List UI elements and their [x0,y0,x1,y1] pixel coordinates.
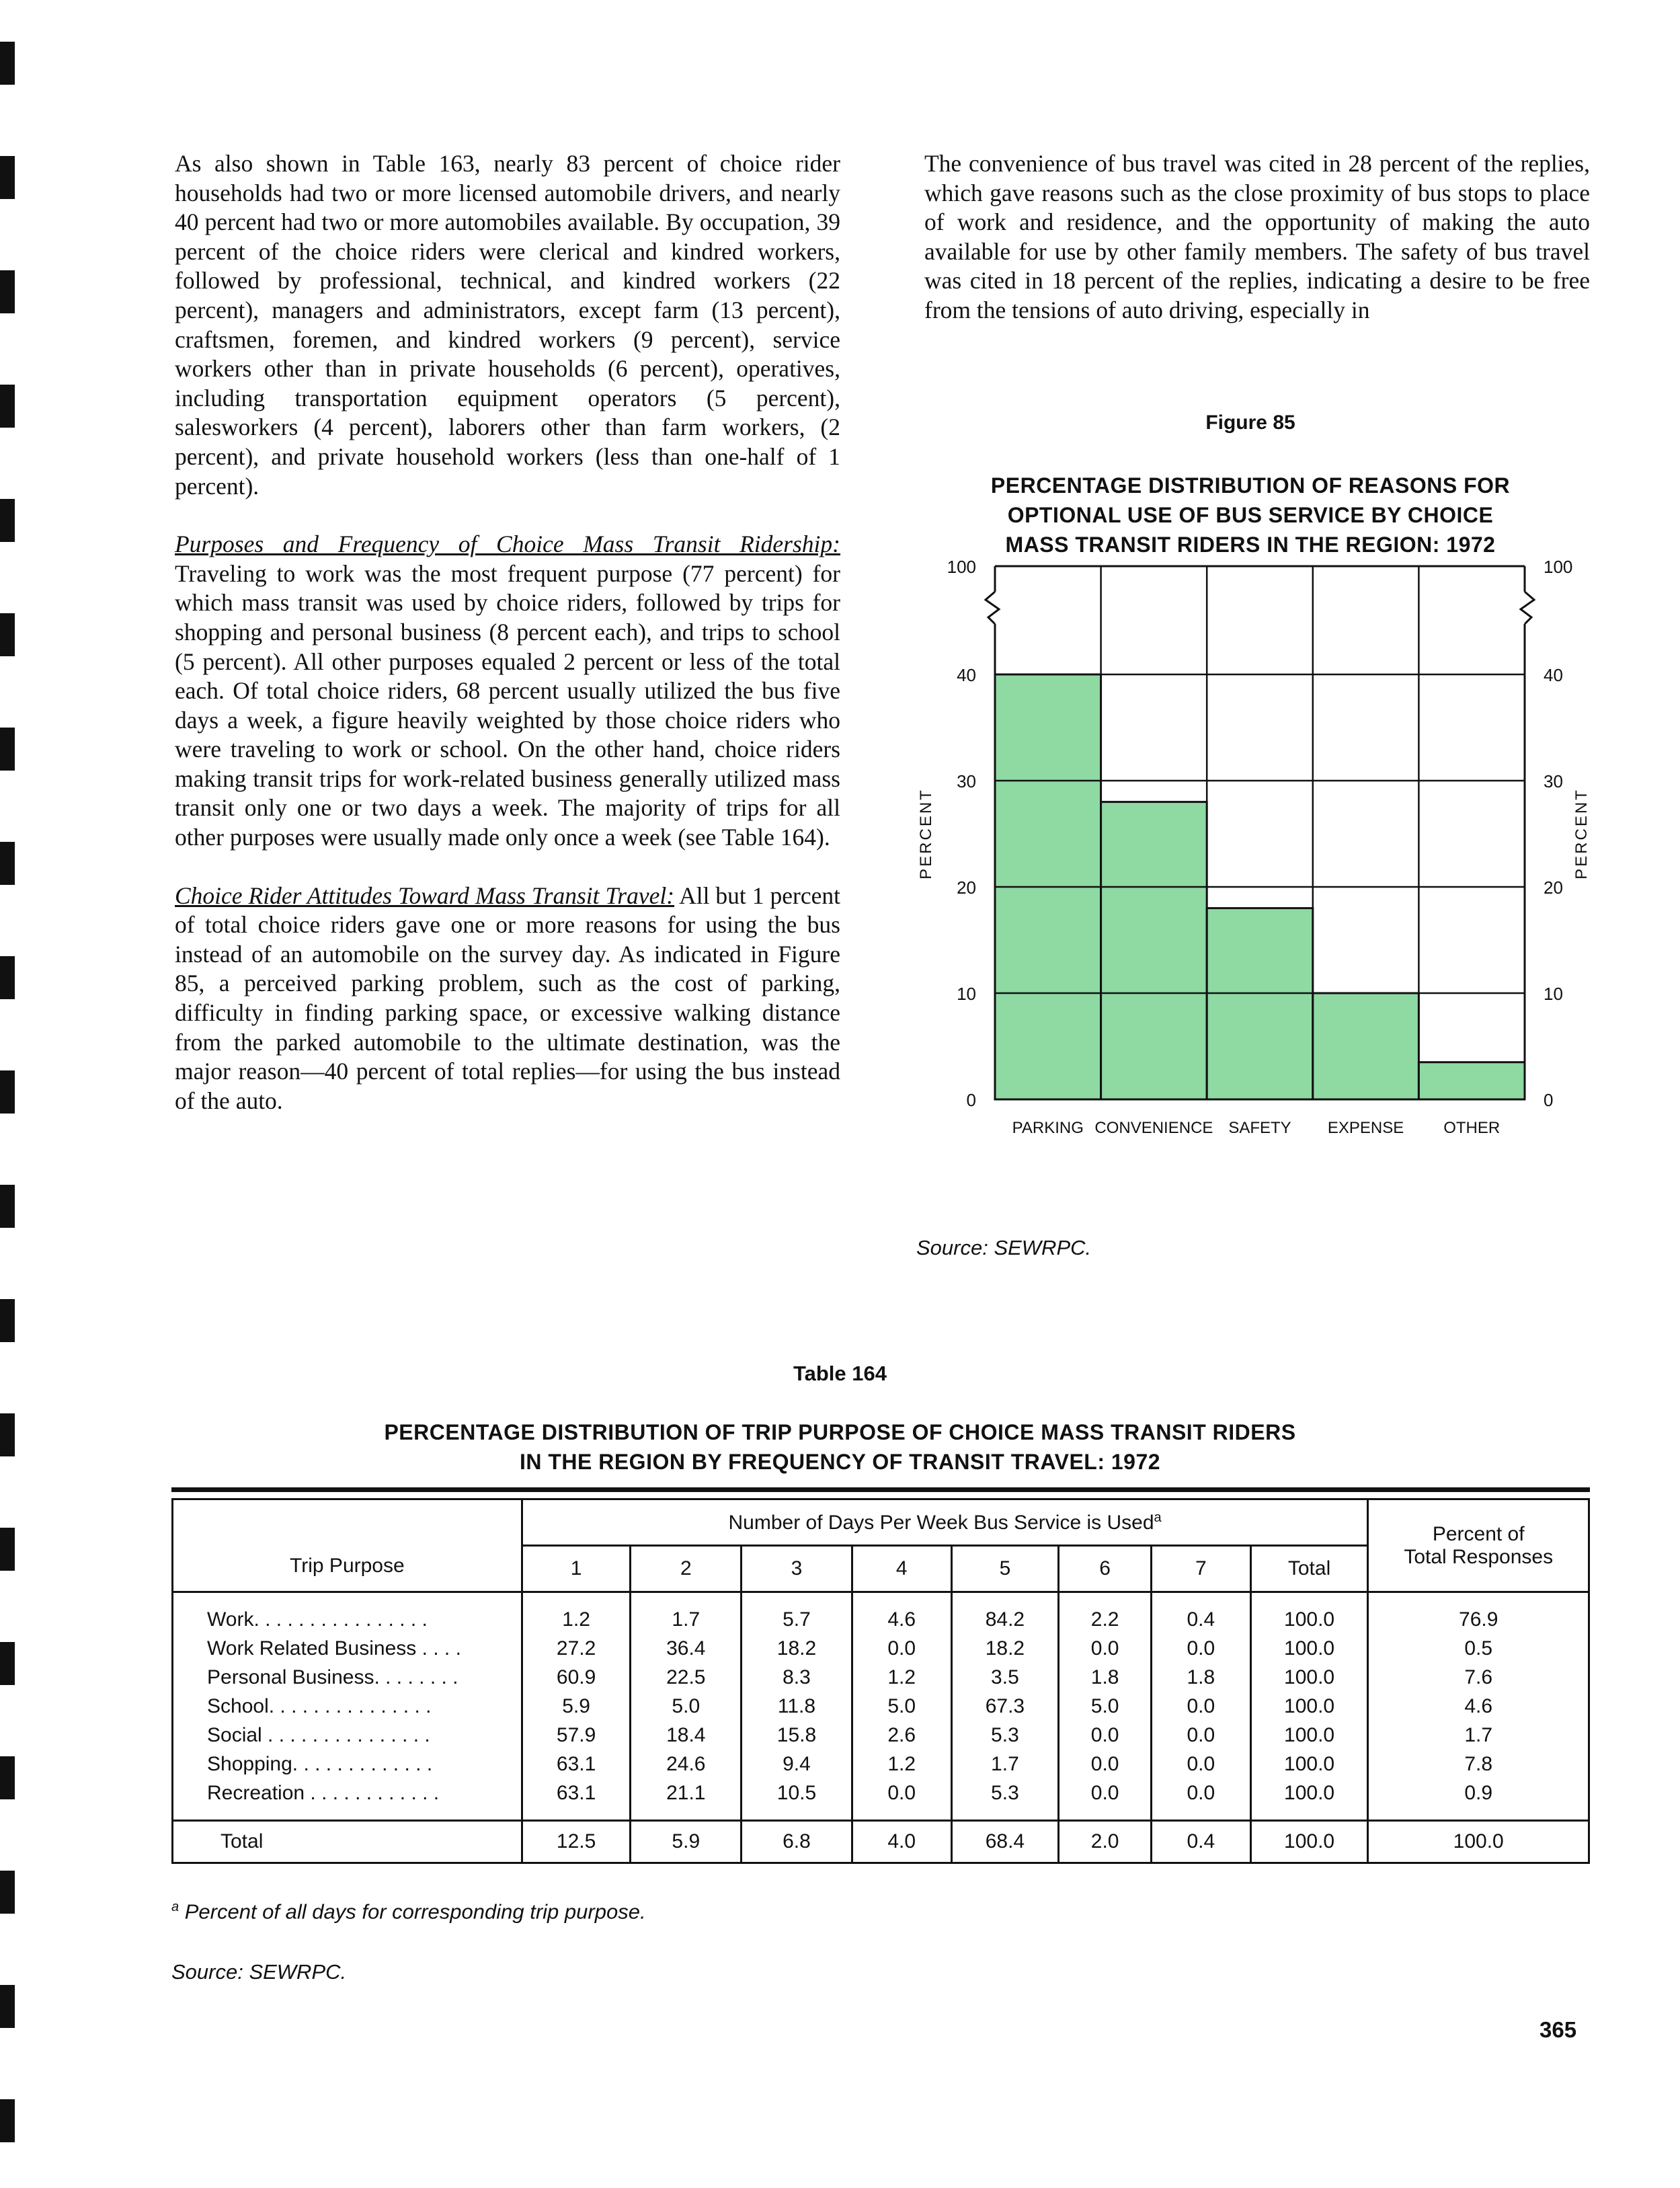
binding-mark [0,385,15,428]
binding-mark [0,499,15,542]
bar-safety [1207,908,1313,1099]
header-day-6: 6 [1059,1546,1152,1592]
total-row-label: Total [173,1821,522,1863]
header-day-5: 5 [951,1546,1059,1592]
x-category-label: OTHER [1443,1119,1501,1137]
row-label: Work Related Business . . . . [207,1637,461,1659]
day-5-column: 84.2 18.2 3.5 67.3 5.3 1.7 5.3 [951,1592,1059,1821]
paragraph-occupations: As also shown in Table 163, nearly 83 percent of choice rider households had two or more licensed automobile drivers, and nearly 40 percent had two or more automobiles available. By occupation, 39 percent of the choice riders were clerical and kindred workers, followed by professional, technical, and kindred workers (22 percent), managers and administrators, except farm (13 percent), craftsmen, foremen, and kindred workers (9 percent), service workers other than in private households (6 percent), operatives, including transportation equipment operators (5 percent), salesworkers (4 percent), laborers other than farm workers, (2 percent), and private household workers (less than one-half of 1 percent). [175,150,840,500]
day-7-column: 0.4 0.0 1.8 0.0 0.0 0.0 0.0 [1152,1592,1251,1821]
table-top-rule [171,1487,1590,1492]
row-label: Work. . . . . . . . . . . . . . . . [207,1608,428,1631]
bar-expense [1313,993,1419,1099]
table-source: Source: SEWRPC. [171,1960,347,1984]
table-title: PERCENTAGE DISTRIBUTION OF TRIP PURPOSE OF CHOICE MASS TRANSIT RIDERS IN THE REGION BY FREQUENCY OF TRANSIT TRAVEL: 1972 [384,1420,1296,1474]
header-day-7: 7 [1152,1546,1251,1592]
binding-mark [0,1299,15,1342]
header-trip-purpose: Trip Purpose [173,1499,522,1592]
paragraph-attitudes: Choice Rider Attitudes Toward Mass Transit Travel: All but 1 percent of total choice riders gave one or more reasons for using the bus instead of an automobile on the survey day. As indicated in Figure 85, a perceived parking problem, such as the cost of parking, difficulty in finding parking space, or excessive walking distance from the parked automobile to the ultimate destination, was the major reason—40 percent of total replies—for using the bus instead of the auto. [175,882,840,1114]
row-label: Personal Business. . . . . . . . [207,1666,458,1688]
binding-mark [0,1985,15,2028]
trip-purpose-table [171,1498,1590,1864]
header-percent-total: Percent of Total Responses [1368,1499,1589,1592]
figure-title: PERCENTAGE DISTRIBUTION OF REASONS FOR OPTIONAL USE OF BUS SERVICE BY CHOICE MASS TRANSIT RIDERS IN THE REGION: 1972 [990,473,1511,557]
x-category-label: CONVENIENCE [1094,1119,1213,1137]
binding-mark [0,1756,15,1799]
day-4-column: 4.6 0.0 1.2 5.0 2.6 1.2 0.0 [852,1592,951,1821]
section-heading-purposes: Purposes and Frequency of Choice Mass Transit Ridership: [175,531,840,558]
bar-convenience [1101,802,1207,1099]
y-tick-label-right: 20 [1544,877,1563,898]
day-6-column: 2.2 0.0 1.8 5.0 0.0 0.0 0.0 [1059,1592,1152,1821]
row-label: Shopping. . . . . . . . . . . . . [207,1753,433,1775]
table-total-row: Total 12.5 5.9 6.8 4.0 68.4 2.0 0.4 100.0 100.0 [173,1821,1589,1863]
row-label: School. . . . . . . . . . . . . . . [207,1695,432,1717]
binding-mark [0,42,15,85]
y-tick-label-left: 100 [947,557,976,577]
table-label: Table 164 [793,1362,887,1385]
paragraph-convenience: The convenience of bus travel was cited in 28 percent of the replies, which gave reasons such as the close proximity of bus stops to place of work and residence, and the opportunity of making the auto available for use by other family members. The safety of bus travel was cited in 18 percent of the replies, indicating a desire to be free from the tensions of auto driving, especially in [924,150,1590,323]
y-tick-label-right: 10 [1544,984,1563,1004]
y-tick-label-right: 30 [1544,771,1563,791]
header-days-group: Number of Days Per Week Bus Service is Used$^a$ [522,1499,1368,1546]
day-1-column: 1.2 27.2 60.9 5.9 57.9 63.1 63.1 [522,1592,631,1821]
row-label: Social . . . . . . . . . . . . . . . [207,1724,430,1746]
day-2-column: 1.7 36.4 22.5 5.0 18.4 24.6 21.1 [631,1592,742,1821]
section-heading-attitudes: Choice Rider Attitudes Toward Mass Transit Travel: [175,882,675,909]
y-axis-title-left: PERCENT [917,788,935,880]
header-total: Total [1250,1546,1368,1592]
y-axis-title-right: PERCENT [1572,788,1591,880]
axis-break-mark [1521,592,1534,624]
binding-mark [0,156,15,199]
header-day-3: 3 [742,1546,852,1592]
left-text-column [175,149,840,1116]
binding-mark [0,1528,15,1571]
total-column: 100.0 100.0 100.0 100.0 100.0 100.0 100.0 [1250,1592,1368,1821]
axis-break-mark [986,592,999,624]
y-tick-label-left: 0 [966,1090,976,1110]
x-category-label: PARKING [1012,1119,1084,1137]
binding-mark [0,1642,15,1685]
percent-column: 76.9 0.5 7.6 4.6 1.7 7.8 0.9 [1368,1592,1589,1821]
binding-mark [0,270,15,313]
x-category-label: SAFETY [1228,1119,1291,1137]
x-category-label: EXPENSE [1327,1119,1404,1137]
page-number: 365 [1539,2017,1577,2042]
binding-mark [0,613,15,656]
figure-source: Source: SEWRPC. [916,1236,1092,1259]
purpose-column [173,1592,522,1821]
binding-mark [0,842,15,885]
header-day-4: 4 [852,1546,951,1592]
y-tick-label-right: 0 [1544,1090,1554,1110]
binding-mark [0,2099,15,2142]
table-body [173,1592,1589,1821]
figure-label: Figure 85 [1205,412,1295,434]
bar-other [1418,1062,1525,1099]
binding-mark [0,956,15,999]
table-footnote: $^a$ Percent of all days for corresponding trip purpose. [171,1900,646,1924]
y-tick-label-left: 20 [957,877,976,898]
y-tick-label-right: 100 [1544,557,1573,577]
y-tick-label-right: 40 [1544,665,1563,685]
binding-mark [0,1070,15,1113]
binding-mark [0,1185,15,1228]
day-3-column: 5.7 18.2 8.3 11.8 15.8 9.4 10.5 [742,1592,852,1821]
header-day-2: 2 [631,1546,742,1592]
y-tick-label-left: 40 [957,665,976,685]
row-label: Recreation . . . . . . . . . . . . [207,1782,440,1804]
right-text-column [924,149,1590,325]
header-day-1: 1 [522,1546,631,1592]
bar-chart [894,551,1640,1157]
y-tick-label-left: 30 [957,771,976,791]
y-tick-label-left: 10 [957,984,976,1004]
binding-mark [0,728,15,771]
paragraph-purposes: Purposes and Frequency of Choice Mass Transit Ridership: Traveling to work was the most frequent purpose (77 percent) for which mass transit was used by choice riders, followed by trips for shopping and personal business (8 percent each), and trips to school (5 percent). All other purposes equaled 2 percent or less of the total each. Of total choice riders, 68 percent usually utilized the bus five days a week, a figure heavily weighted by those choice riders who were traveling to work or school. On the other hand, choice riders making transit trips for work-related business generally utilized mass transit only one or two days a week. The majority of trips for all other purposes were usually made only once a week (see Table 164). [175,531,840,851]
binding-mark [0,1871,15,1914]
